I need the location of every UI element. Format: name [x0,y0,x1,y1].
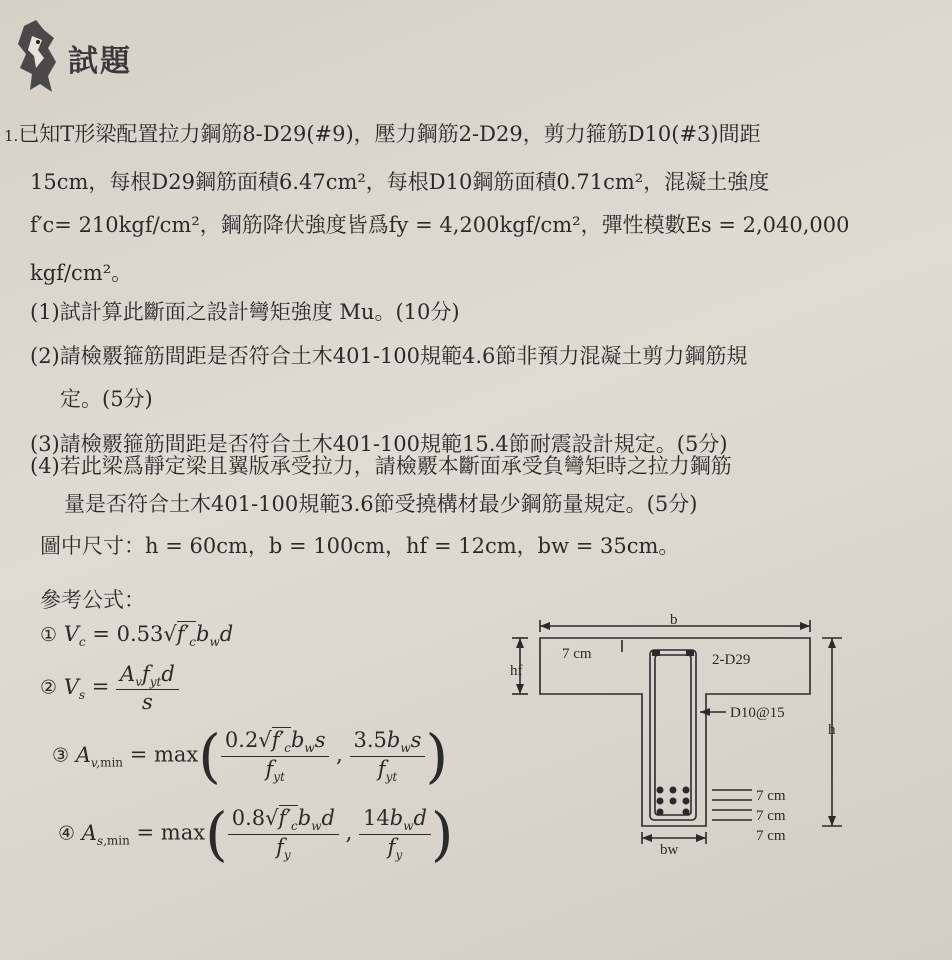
question-text-1: 已知T形梁配置拉力鋼筋8-D29(#9)，壓力鋼筋2-D29，剪力箍筋D10(#3)間距 [18,122,761,146]
formula-vs: ② $V_s$ = $\frac{A_vf_{yt}d}{s}$ [40,662,179,714]
label-7cm-2: 7 cm [756,808,786,824]
formula-vc: ① $V_c = 0.53√f'_cb_wd$ [40,622,234,650]
formula-as-min: ④ $A_{s,min} = \max$( $\frac{0.8√f'_cb_wd}{f_y}$ , $\frac{14b_wd}{f_y}$ ) [58,800,454,868]
reference-formulas-title: 參考公式： [40,588,145,612]
formula-4-number: ④ [58,822,76,845]
subquestion-4-line-1: (4)若此梁爲靜定梁且翼版承受拉力，請檢覈本斷面承受負彎矩時之拉力鋼筋 [30,454,732,478]
formula-1-number: ① [40,624,58,646]
subquestion-3: (3)請檢覈箍筋間距是否符合土木401-100規範15.4節耐震設計規定。(5分) [30,432,728,456]
subquestion-2-line-2: 定。(5分) [60,387,153,411]
label-7cm-top: 7 cm [562,646,592,662]
question-line-3: f′c= 210kgf/cm²，鋼筋降伏強度皆爲fy = 4,200kgf/cm²，彈性模數Es = 2,040,000 [30,213,850,237]
label-hf: hf [510,663,523,679]
question-line-4: kgf/cm²。 [30,261,133,285]
wolf-logo-icon [14,18,64,98]
label-bw: bw [660,842,679,858]
label-h: h [828,722,836,738]
label-7cm-1: 7 cm [756,788,786,804]
subquestion-4-line-2: 量是否符合土木401-100規範3.6節受撓構材最少鋼筋量規定。(5分) [64,492,698,516]
formula-2-number: ② [40,676,58,699]
label-b: b [670,612,678,628]
header [14,18,132,98]
formula-av-min: ③ $A_{v,min} = \max$( $\frac{0.2√f'_cb_ws}{f_{yt}}$ , $\frac{3.5b_ws}{f_{yt}}$ ) [52,722,449,790]
formula-3-number: ③ [52,744,70,767]
question-number: 1. [4,127,19,145]
question-line-2: 15cm，每根D29鋼筋面積6.47cm²，每根D10鋼筋面積0.71cm²，混凝土強度 [30,170,770,194]
label-2-d29: 2-D29 [712,652,751,668]
label-7cm-3: 7 cm [756,828,786,844]
label-d10-spacing: D10@15 [730,705,785,721]
subquestion-1: (1)試計算此斷面之設計彎矩強度 Mu。(10分) [30,300,460,324]
subquestion-2-line-1: (2)請檢覈箍筋間距是否符合土木401-100規範4.6節非預力混凝土剪力鋼筋規 [30,344,748,368]
dimensions-text: 圖中尺寸：h = 60cm，b = 100cm，hf = 12cm，bw = 35cm。 [40,534,680,558]
t-beam-diagram [500,600,860,860]
question-line-1 [4,118,761,148]
exam-title: 試題 [68,44,132,79]
